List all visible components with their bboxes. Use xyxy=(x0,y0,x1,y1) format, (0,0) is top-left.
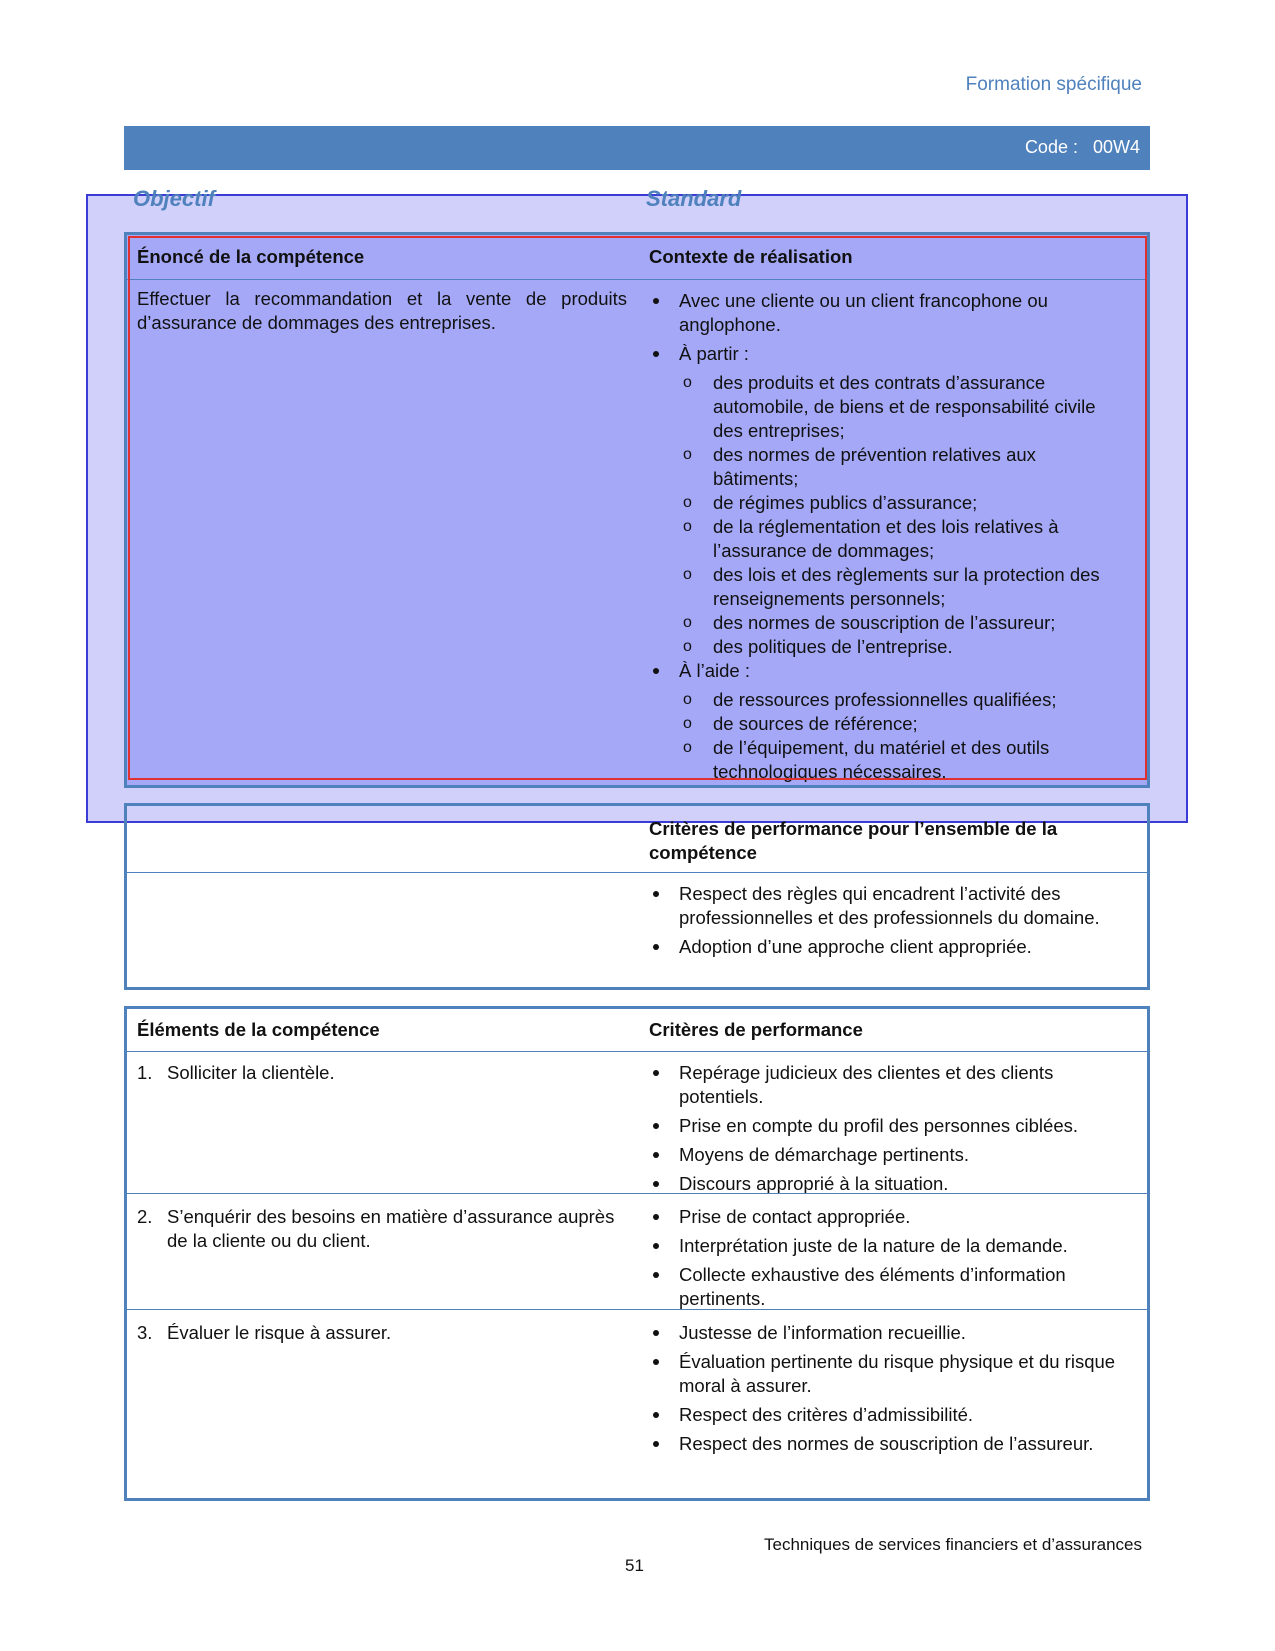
footer-program: Techniques de services financiers et d’assurances xyxy=(764,1535,1142,1554)
criterion-item: Prise en compte du profil des personnes ciblées. xyxy=(649,1114,1119,1138)
overall-criterion: Respect des règles qui encadrent l’activité des professionnelles et des professionnels du domaine. xyxy=(649,882,1119,930)
column-title-standard: Standard xyxy=(646,186,742,211)
criterion-item: Interprétation juste de la nature de la demande. xyxy=(649,1234,1119,1258)
element-number: 3. xyxy=(137,1322,153,1343)
criteria-list xyxy=(649,1321,1119,1461)
context-subitem: o des normes de souscription de l’assureur; xyxy=(649,611,1109,635)
criterion-item: Moyens de démarchage pertinents. xyxy=(649,1143,1119,1167)
element-number: 2. xyxy=(137,1206,153,1227)
overall-criteria-header: Critères de performance pour l’ensemble de la compétence xyxy=(649,818,1058,863)
context-subitem: o des lois et des règlements sur la protection des renseignements personnels; xyxy=(649,563,1109,611)
context-subitem: o de ressources professionnelles qualifiées; xyxy=(649,688,1109,712)
criterion-item: Justesse de l’information recueillie. xyxy=(649,1321,1119,1345)
competence-statement: Effectuer la recommandation et la vente de produits d’assurance de dommages des entreprises. xyxy=(137,288,627,333)
context-subitem: o de l’équipement, du matériel et des outils technologiques nécessaires. xyxy=(649,736,1109,784)
element-row xyxy=(127,1193,1147,1309)
criterion-item: Respect des critères d’admissibilité. xyxy=(649,1403,1119,1427)
context-subitem: o de la réglementation et des lois relatives à l’assurance de dommages; xyxy=(649,515,1109,563)
column-title-objectif: Objectif xyxy=(133,186,215,211)
context-subitem: o de sources de référence; xyxy=(649,712,1109,736)
criterion-item: Respect des normes de souscription de l’assureur. xyxy=(649,1432,1119,1456)
context-header: Contexte de réalisation xyxy=(649,246,853,267)
context-subitem: o des normes de prévention relatives aux bâtiments; xyxy=(649,443,1109,491)
criterion-item: Discours approprié à la situation. xyxy=(649,1172,1119,1196)
overall-criteria-table xyxy=(124,803,1150,990)
criterion-item: Repérage judicieux des clientes et des clients potentiels. xyxy=(649,1061,1119,1109)
page-number: 51 xyxy=(625,1556,644,1575)
criteria-list xyxy=(649,1205,1119,1316)
code-bar xyxy=(124,126,1150,170)
context-subitem: o des produits et des contrats d’assurance automobile, de biens et de responsabilité civile des entreprises; xyxy=(649,371,1109,443)
overall-criterion: Adoption d’une approche client appropriée. xyxy=(649,935,1119,959)
criteria-list xyxy=(649,1061,1119,1201)
document-header-title: Formation spécifique xyxy=(965,74,1142,95)
element-text: Solliciter la clientèle. xyxy=(167,1062,335,1083)
highlight-frame xyxy=(128,236,1147,780)
elements-header: Éléments de la compétence xyxy=(137,1019,380,1040)
element-row xyxy=(127,1309,1147,1478)
criterion-item: Évaluation pertinente du risque physique et du risque moral à assurer. xyxy=(649,1350,1119,1398)
elements-table xyxy=(124,1006,1150,1501)
context-item: Avec une cliente ou un client francophone ou anglophone. xyxy=(649,289,1109,337)
context-item: À partir : xyxy=(649,342,1109,366)
criterion-item: Prise de contact appropriée. xyxy=(649,1205,1119,1229)
criterion-item: Collecte exhaustive des éléments d’information pertinents. xyxy=(649,1263,1119,1311)
element-text: Évaluer le risque à assurer. xyxy=(167,1322,392,1343)
element-text: S’enquérir des besoins en matière d’assurance auprès de la cliente ou du client. xyxy=(167,1206,615,1251)
context-item: À l’aide : xyxy=(649,659,1109,683)
element-row xyxy=(127,1053,1147,1193)
criteria-header: Critères de performance xyxy=(649,1019,863,1040)
course-code: Code : 00W4 xyxy=(1024,137,1140,157)
context-subitem: o de régimes publics d’assurance; xyxy=(649,491,1109,515)
statement-header: Énoncé de la compétence xyxy=(137,246,365,267)
element-number: 1. xyxy=(137,1062,153,1083)
context-subitem: o des politiques de l’entreprise. xyxy=(649,635,1109,659)
overall-criteria-list xyxy=(649,882,1119,964)
